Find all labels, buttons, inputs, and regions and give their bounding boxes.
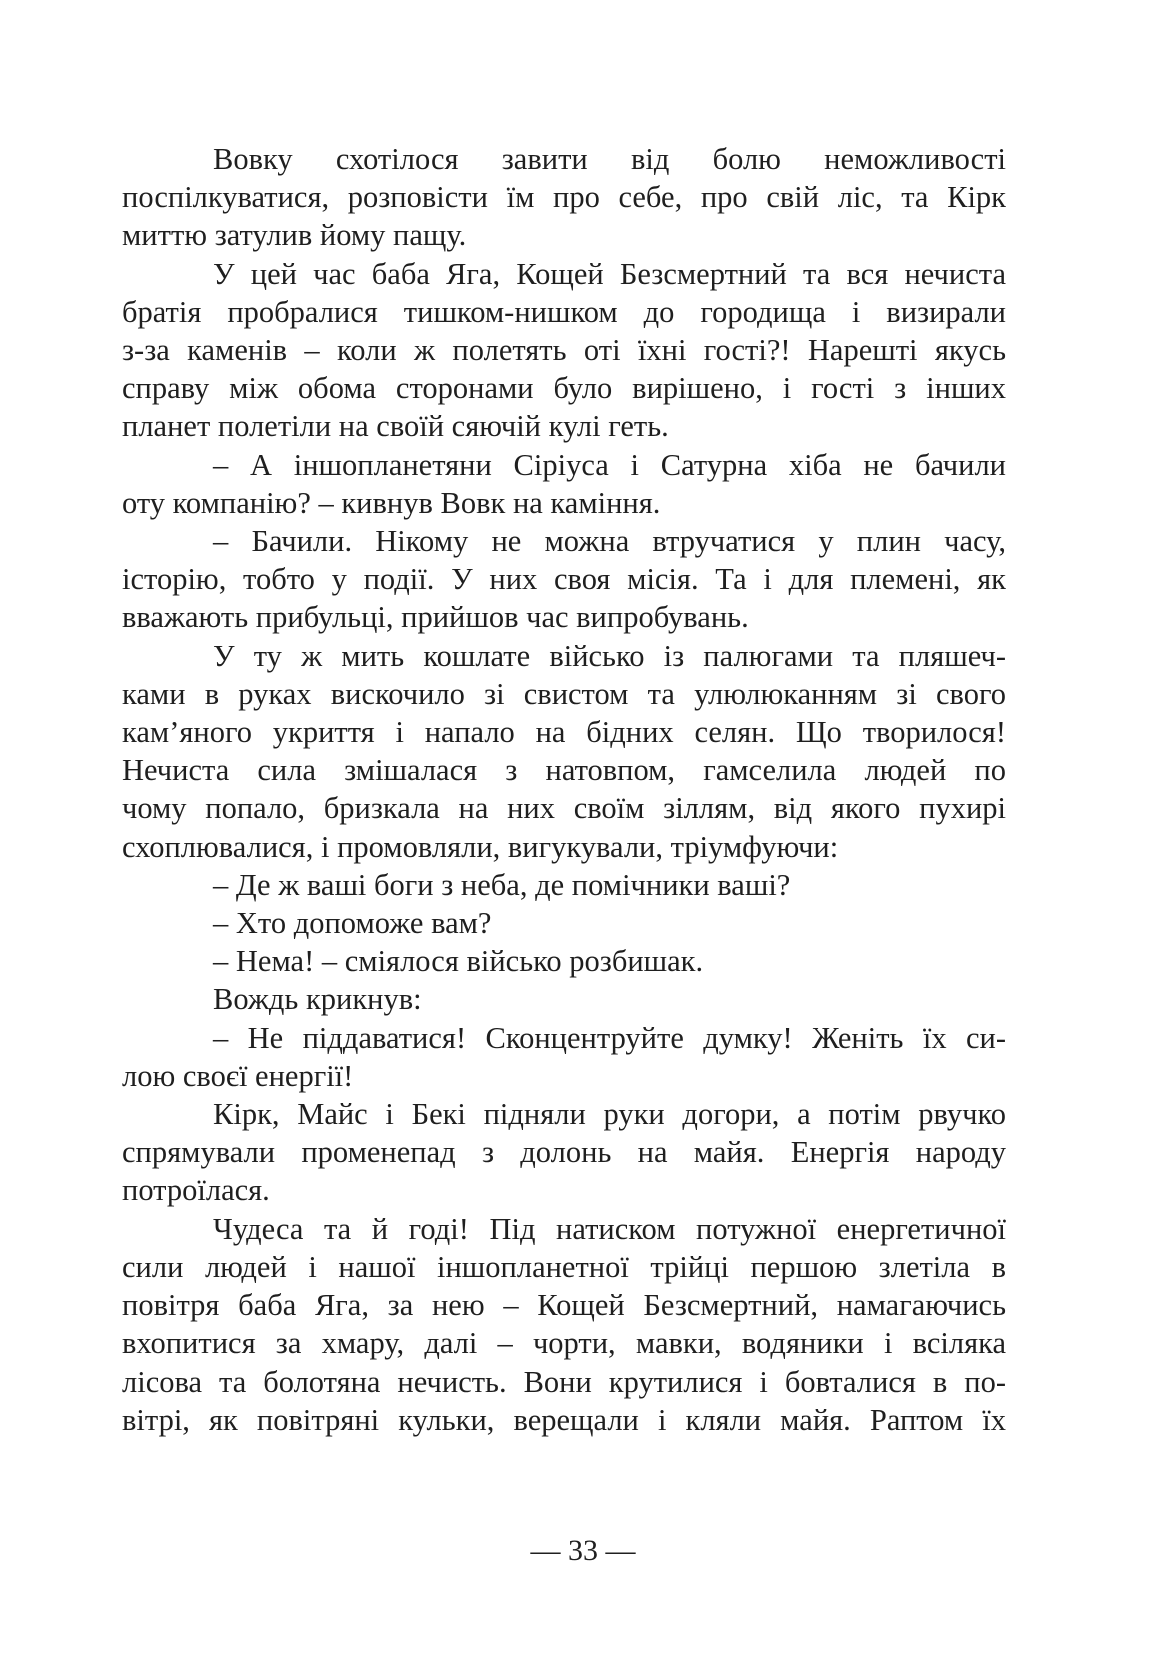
text-line: У ту ж мить кошлате військо із палюгами та пляшеч- [213,638,1006,673]
body-text [122,140,1006,1439]
text-line: вітрі, як повітряні кульки, верещали і кляли майя. Раптом їх [122,1402,1006,1437]
text-line: Вождь крикнув: [213,982,422,1017]
text-line: вхопитися за хмару, далі – чорти, мавки, водяники і всіляка [122,1326,1006,1361]
paragraph [122,1019,1006,1095]
text-line: історію, тобто у події. У них своя місія. Та і для племені, як [122,562,1006,597]
text-line: спрямували променепад з долонь на майя. Енергія народу [122,1135,1006,1170]
text-line: потроїлася. [122,1173,270,1208]
text-line: – Хто допоможе вам? [213,906,492,941]
paragraph [122,446,1006,522]
text-line: повітря баба Яга, за нею – Кощей Безсмертний, намагаючись [122,1288,1006,1323]
text-line: вважають прибульці, прийшов час випробувань. [122,600,749,635]
paragraph [122,140,1006,255]
paragraph [122,522,1006,637]
paragraph [122,255,1006,446]
text-line: Вовку схотілося завити від болю неможливості [213,142,1006,176]
text-line: чому попало, бризкала на них своїм зіллям, від якого пухирі [122,791,1006,826]
paragraph [122,904,1006,942]
paragraph [122,866,1006,904]
text-line: справу між обома сторонами було вирішено, і гості з інших [122,371,1006,406]
paragraph [122,942,1006,980]
paragraph [122,637,1006,866]
text-line: схоплювалися, і промовляли, вигукували, тріумфуючи: [122,829,839,864]
paragraph [122,980,1006,1018]
text-line: лісова та болотяна нечисть. Вони крутилися і бовталися в по- [122,1364,1006,1399]
text-line: Нечиста сила змішалася з натовпом, гамселила людей по [122,753,1006,788]
text-line: ками в руках вискочило зі свистом та улюлюканням зі свого [122,676,1006,711]
text-line: – Бачили. Нікому не можна втручатися у плин часу, [213,524,1006,559]
paragraph [122,1210,1006,1439]
text-line: Кірк, Майс і Бекі підняли руки догори, а потім рвучко [213,1097,1006,1132]
text-line: – Де ж ваші боги з неба, де помічники ваші? [213,867,791,902]
page-number: — 33 — [530,1534,636,1567]
text-line: Чудеса та й годі! Під натиском потужної енергетичної [213,1211,1006,1246]
paragraph [122,1095,1006,1210]
text-line: – А іншопланетяни Сіріуса і Сатурна хіба не бачили [213,447,1006,482]
text-line: поспілкуватися, розповісти їм про себе, про свій ліс, та Кірк [122,180,1006,215]
text-line: з-за каменів – коли ж полетять оті їхні гості?! Нарешті якусь [122,333,1006,368]
text-line: планет полетіли на своїй сяючій кулі геть. [122,409,669,444]
text-line: оту компанію? – кивнув Вовк на каміння. [122,485,661,520]
text-line: миттю затулив йому пащу. [122,218,467,253]
text-line: – Нема! – сміялося військо розбишак. [213,944,704,979]
text-line: сили людей і нашої іншопланетної трійці першою злетіла в [122,1249,1006,1284]
text-line: братія пробралися тишком-нишком до городища і визирали [122,294,1006,329]
text-line: У цей час баба Яга, Кощей Безсмертний та вся нечиста [213,256,1006,291]
text-line: кам’яного укриття і напало на бідних селян. Що творилося! [122,715,1006,750]
text-line: – Не піддаватися! Сконцентруйте думку! Женіть їх си- [213,1020,1006,1055]
text-line: лою своєї енергії! [122,1058,354,1093]
